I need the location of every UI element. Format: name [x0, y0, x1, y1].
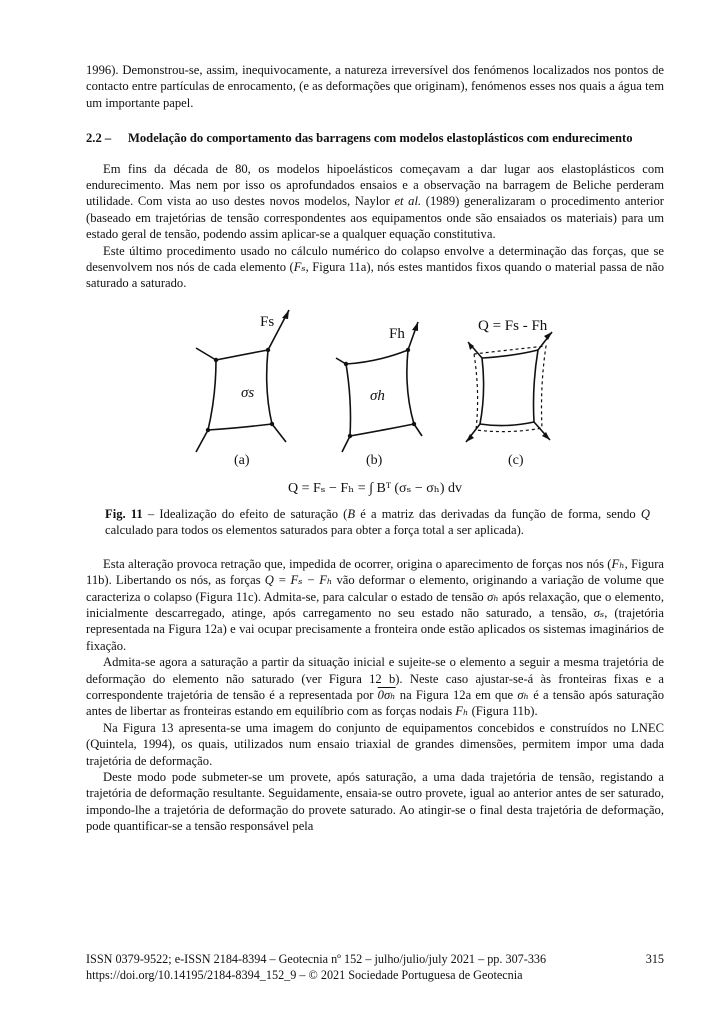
paragraph-1	[86, 161, 664, 243]
paragraph-3	[86, 556, 664, 654]
section-title: Modelação do comportamento das barragens com modelos elastoplásticos com endurecimento	[128, 131, 633, 146]
page-number: 315	[645, 952, 664, 966]
paragraph-4	[86, 654, 664, 720]
page-body	[86, 62, 664, 835]
text-run: calculado para todos os elementos saturados para obter a força total a ser aplicada).	[105, 523, 524, 538]
math-fh: Fₕ	[611, 556, 625, 571]
label-q: Q = Fs - Fh	[478, 317, 548, 334]
figure-11	[86, 302, 664, 470]
text-run: , Figura 11b). Libertando os nós, as forças	[86, 556, 664, 588]
text-run: , (trajetória representada na Figura 12a) e vai ocupar precisamente a fronteira onde estão aplicados os sistemas imaginários de fixação.	[86, 605, 664, 653]
math-zero-sigma-h: 0σₕ	[377, 687, 396, 702]
text-run: após relaxação, que o elemento, inicialmente descarregado, atinge, após carregamento no seu estado não saturado, a tensão,	[86, 589, 665, 620]
label-sigma-h: σh	[370, 387, 385, 404]
text-run: Esta alteração provoca retração que, impedida de ocorrer, origina o aparecimento de forças nos nós (	[103, 556, 612, 571]
equation: Q = Fₛ − Fₕ = ∫ Bᵀ (σₛ − σₕ) dv	[288, 480, 462, 496]
paragraph-5: Na Figura 13 apresenta-se uma imagem do conjunto de equipamentos concebidos e construídos no LNEC (Quintela, 1994), os quais, utilizados num ensaio triaxial de grandes dimensões, permitem impor uma dada trajetória de deformação.	[86, 720, 664, 768]
text-run-italic: et al.	[394, 194, 422, 209]
text-run: Admita-se agora a saturação a partir da situação inicial e sujeite-se o elemento a seguir a mesma trajetória de deformação do elemento não saturado (ver Figura 12 b). Neste caso ajustar-se-á às fronteiras fixas e a correspondente trajetória de tensão é a representada por	[86, 655, 664, 702]
math-q: Q = Fₛ − Fₕ	[264, 573, 333, 588]
figure-caption	[105, 506, 650, 539]
section-heading	[86, 130, 664, 146]
text-run: é a matriz das derivadas da função de forma, sendo	[355, 506, 641, 521]
paragraph-6: Deste modo pode submeter-se um provete, após saturação, a uma dada trajetória de tensão, registando a trajetória de deformação resultante. Seguidamente, ensaia-se outro provete, igual ao anterior antes de ser saturado, impondo-lhe a trajetória de deformação do provete saturado. Ao atingir-se o final desta trajetória de deformação, pode quantificar-se a tensão responsável pela	[86, 769, 664, 834]
text-run-italic: B	[347, 506, 356, 521]
text-run: vão deformar o elemento, originando a variação de volume que caracteriza o colapso (Figura 11c). Admita-se, para calcular o estado de tensão	[86, 573, 664, 604]
figure-11-drawing	[86, 302, 664, 470]
text-run: Este último procedimento usado no cálculo numérico do colapso envolve a determinação das forças, que se desenvolvem nos nós de cada elemento (	[86, 243, 664, 275]
text-run: Em fins da década de 80, os modelos hipoelásticos começavam a dar lugar aos elastoplásticos com endurecimento. Mas nem por isso os aprofundados ensaios e a observação na barragem de Beliche perderam utilidade. Com vista ao uso destes novos modelos, Naylor	[86, 161, 664, 209]
math-fh: Fₕ	[455, 704, 469, 719]
math-sigma-h: σₕ	[517, 687, 530, 702]
section-number: 2.2 –	[86, 131, 112, 146]
element-c-boundary	[480, 350, 538, 426]
paragraph-2	[86, 243, 664, 292]
label-fh: Fh	[389, 325, 405, 342]
page-footer	[86, 951, 664, 983]
text-run-italic: Q	[640, 506, 650, 521]
math-sigma-h: σₕ	[487, 589, 499, 604]
label-fs: Fs	[260, 313, 275, 330]
footer-doi: https://doi.org/10.14195/2184-8394_152_9 – © 2021 Sociedade Portuguesa de Geotecnia	[86, 968, 523, 982]
text-run: na Figura 12a em que	[395, 687, 518, 702]
label-c: (c)	[508, 452, 524, 468]
math-fs: Fₛ	[293, 260, 306, 275]
paragraph-intro: 1996). Demonstrou-se, assim, inequivocamente, a natureza irreversível dos fenómenos localizados nos pontos de contacto entre partículas de enrocamento, (e as deformações que originam), fenómenos esses nos quais a água tem um importante papel.	[86, 63, 664, 110]
text-run: (Figura 11b).	[468, 704, 538, 719]
label-a: (a)	[234, 452, 250, 468]
math-sigma-s: σₛ	[593, 605, 605, 620]
element-a-boundary	[208, 350, 272, 430]
text-run: (1989) generalizaram o procedimento anterior (baseado em trajetórias de tensão correspondentes aos equipamentos onde são ensaiados os materiais) para um estado geral de tensão, podendo assim aplicar-se a qualquer equação constitutiva.	[86, 194, 665, 242]
label-b: (b)	[366, 452, 383, 468]
label-sigma-s: σs	[241, 384, 255, 401]
text-run: , Figura 11a), nós estes mantidos fixos quando o material passa de não saturado a saturado.	[86, 260, 664, 291]
text-run: – Idealização do efeito de saturação (	[142, 506, 348, 521]
footer-issn: ISSN 0379-9522; e-ISSN 2184-8394 – Geotecnia nº 152 – julho/julio/july 2021 – pp. 307-336	[86, 952, 547, 966]
text-run: é a tensão após saturação antes de libertar as fronteiras estando em equilíbrio com as forças nodais	[86, 687, 665, 719]
caption-label: Fig. 11	[105, 506, 143, 521]
